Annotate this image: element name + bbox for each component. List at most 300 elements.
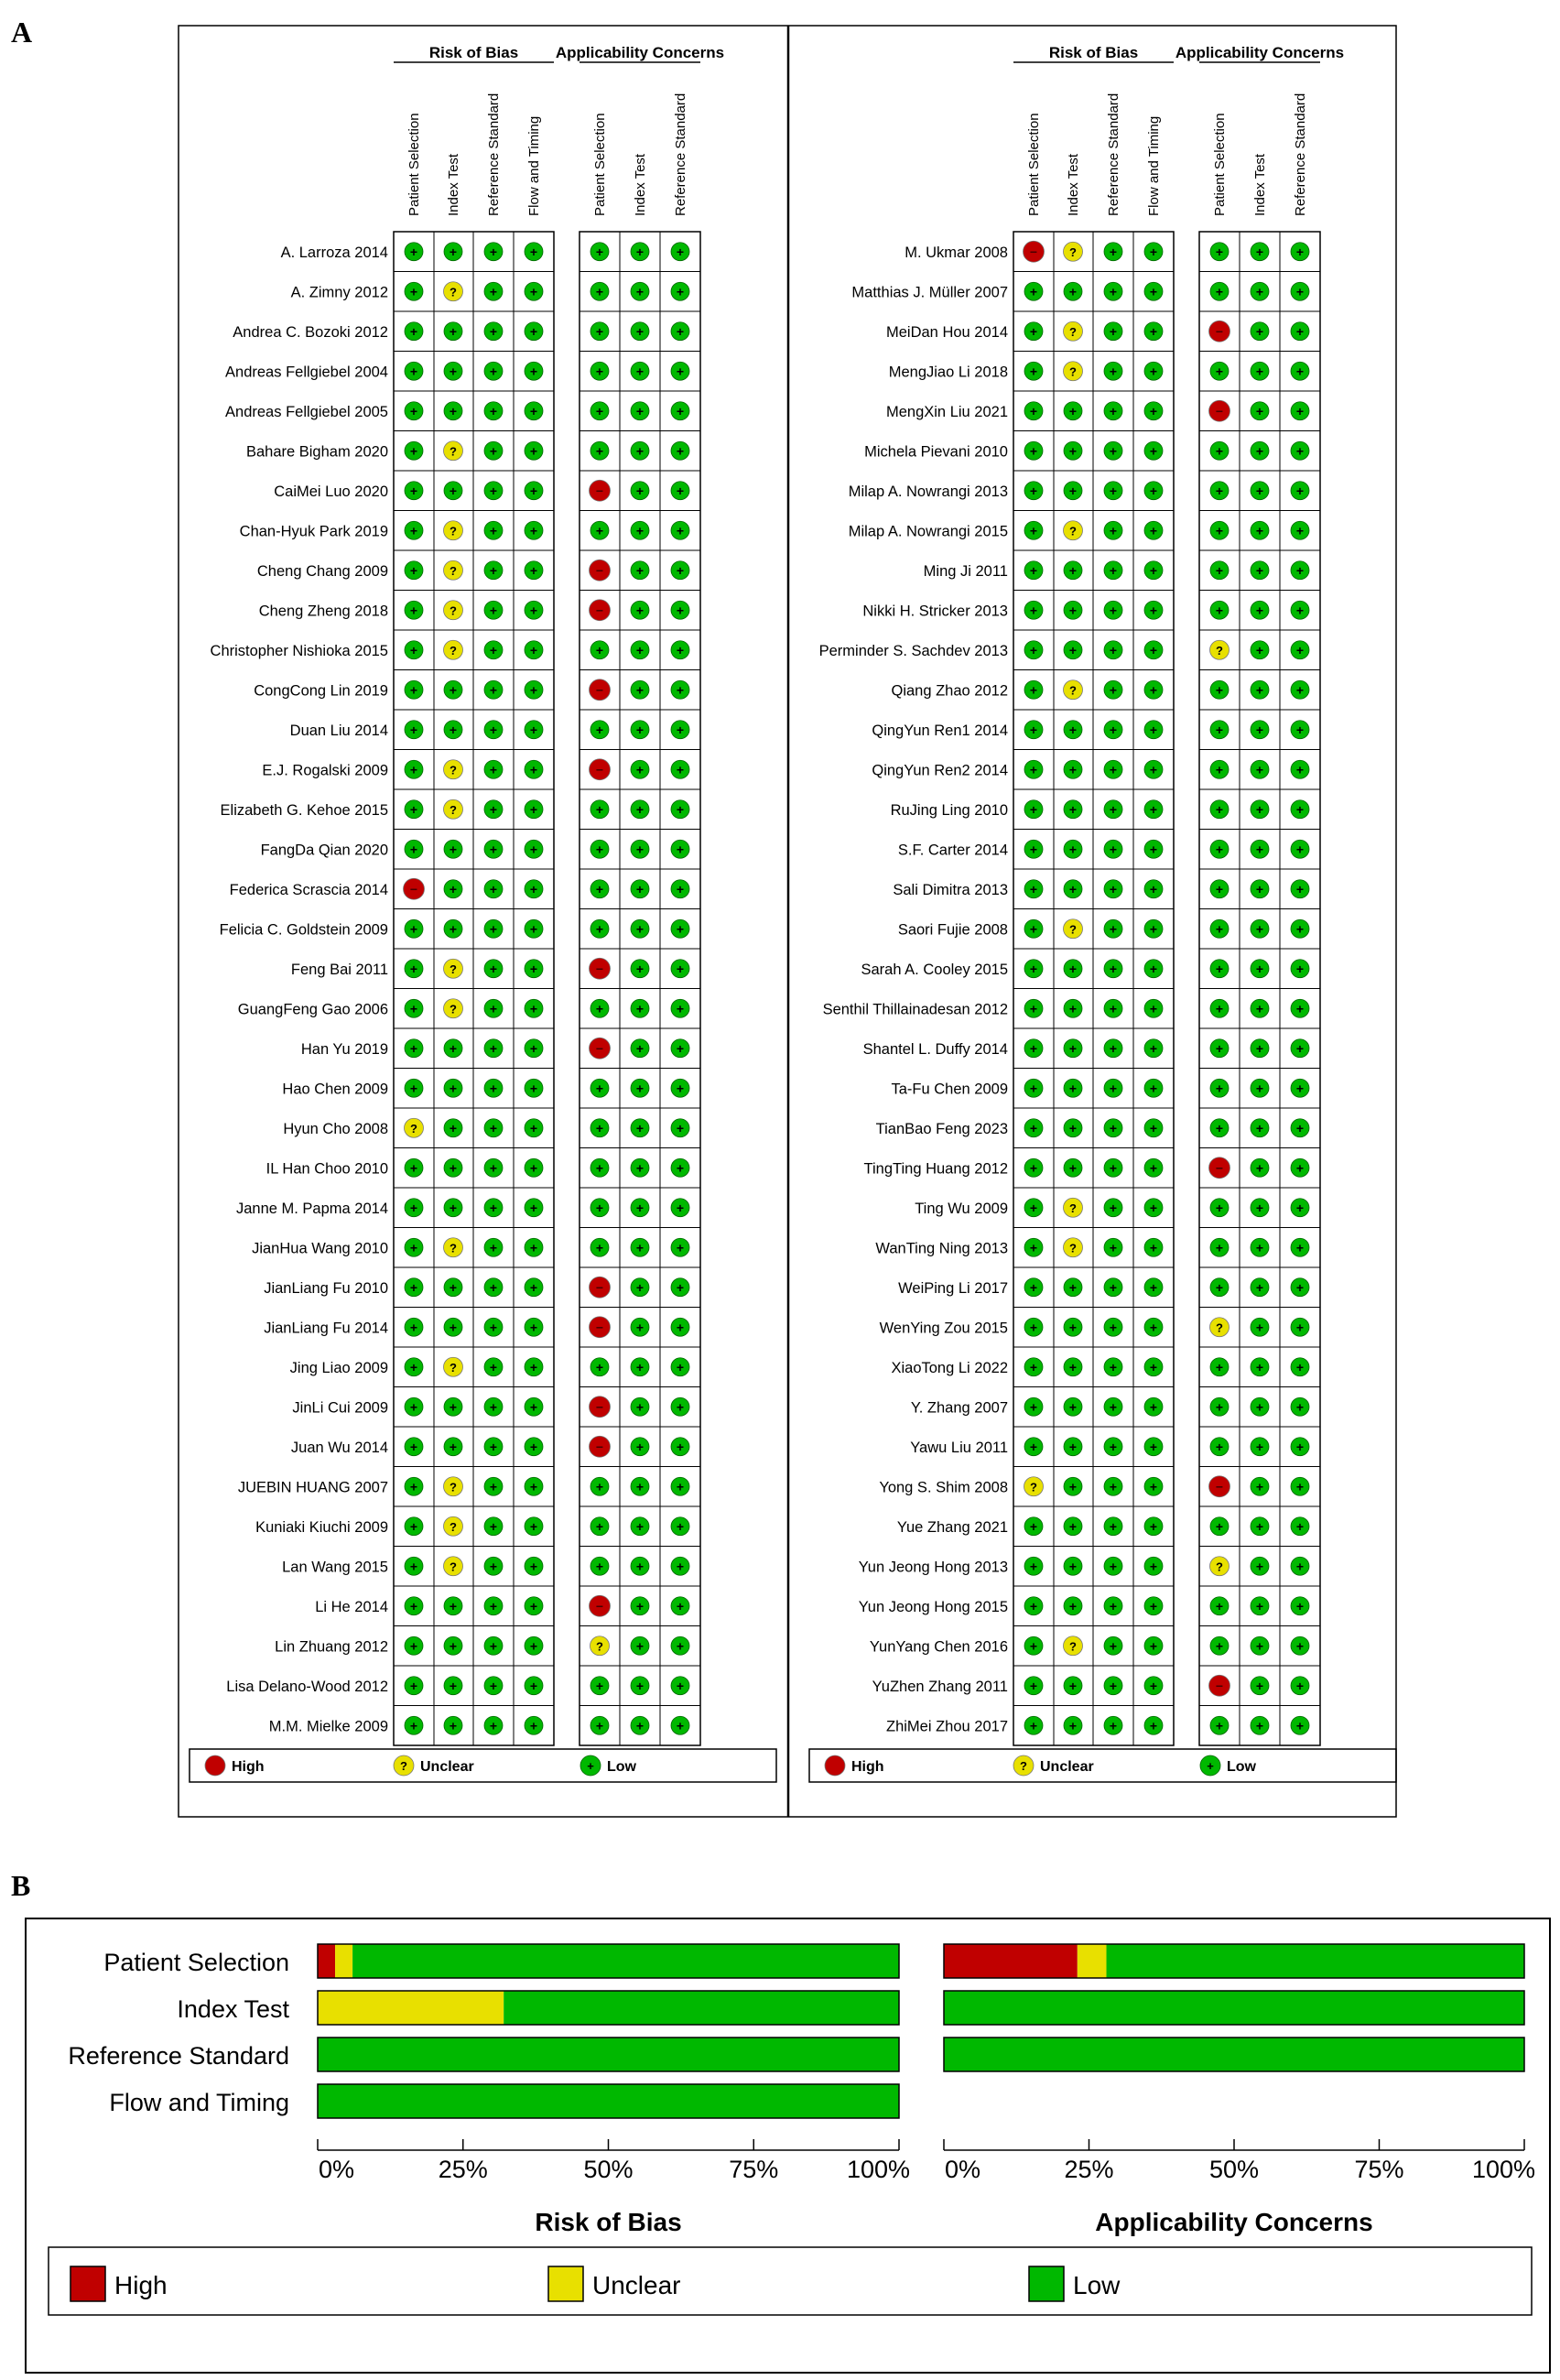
judgement-symbol: + — [1255, 1160, 1264, 1176]
group-header-risk-of-bias: Risk of Bias — [1048, 44, 1139, 61]
judgement-symbol: + — [1215, 1598, 1224, 1614]
judgement-symbol: + — [1029, 1359, 1038, 1375]
judgement-symbol: + — [1029, 483, 1038, 498]
judgement-symbol: ? — [1216, 643, 1223, 657]
judgement-symbol: + — [529, 1001, 538, 1016]
judgement-symbol: + — [529, 483, 538, 498]
judgement-symbol: + — [1029, 1001, 1038, 1016]
judgement-symbol: + — [676, 722, 685, 737]
judgement-symbol: + — [635, 1040, 645, 1056]
judgement-symbol: ? — [410, 1121, 417, 1136]
judgement-symbol: + — [1215, 1040, 1224, 1056]
judgement-symbol: + — [1255, 1559, 1264, 1574]
judgement-symbol: + — [676, 523, 685, 538]
judgement-symbol: + — [1109, 1040, 1118, 1056]
legend-high-marker — [205, 1755, 225, 1776]
judgement-symbol: + — [529, 1559, 538, 1574]
judgement-symbol: + — [635, 1598, 645, 1614]
study-label: Michela Pievani 2010 — [864, 443, 1008, 461]
judgement-symbol: + — [676, 403, 685, 418]
judgement-symbol: + — [1255, 1279, 1264, 1295]
study-label: Senthil Thillainadesan 2012 — [822, 1001, 1008, 1018]
judgement-symbol: + — [676, 562, 685, 578]
judgement-symbol: + — [1068, 642, 1078, 657]
judgement-symbol: + — [1215, 523, 1224, 538]
judgement-symbol: + — [1255, 1320, 1264, 1335]
judgement-symbol: + — [1109, 1320, 1118, 1335]
judgement-symbol: + — [635, 1439, 645, 1454]
study-label: Li He 2014 — [315, 1598, 388, 1615]
judgement-symbol: + — [489, 244, 498, 259]
judgement-symbol: + — [1295, 1200, 1305, 1215]
judgement-symbol: + — [1068, 1081, 1078, 1096]
study-label: Hyun Cho 2008 — [283, 1120, 388, 1137]
judgement-symbol: + — [529, 1359, 538, 1375]
judgement-symbol: + — [1295, 1279, 1305, 1295]
judgement-symbol: + — [1295, 323, 1305, 339]
judgement-symbol: + — [635, 1240, 645, 1255]
study-label: JUEBIN HUANG 2007 — [237, 1479, 388, 1496]
judgement-symbol: + — [409, 323, 418, 339]
panel-b-summary-plot — [26, 1918, 1550, 2373]
judgement-symbol: + — [1295, 284, 1305, 299]
judgement-symbol: + — [1149, 921, 1158, 937]
judgement-symbol: + — [1149, 1200, 1158, 1215]
judgement-symbol: + — [595, 244, 604, 259]
study-label: A. Zimny 2012 — [290, 284, 388, 301]
judgement-symbol: + — [529, 921, 538, 937]
judgement-symbol: + — [449, 921, 458, 937]
study-label: Ta-Fu Chen 2009 — [891, 1081, 1008, 1098]
judgement-symbol: + — [409, 921, 418, 937]
judgement-symbol: + — [1029, 881, 1038, 897]
judgement-symbol: + — [1149, 1359, 1158, 1375]
judgement-symbol: + — [1029, 523, 1038, 538]
judgement-symbol: − — [595, 1040, 604, 1056]
judgement-symbol: + — [1215, 1279, 1224, 1295]
bar-segment-low — [352, 1944, 899, 1978]
study-label: XiaoTong Li 2022 — [891, 1359, 1008, 1376]
judgement-symbol: + — [1255, 1638, 1264, 1654]
judgement-symbol: + — [676, 1120, 685, 1136]
judgement-symbol: + — [676, 1518, 685, 1534]
judgement-symbol: + — [676, 244, 685, 259]
judgement-symbol: + — [409, 1160, 418, 1176]
study-label: TingTing Huang 2012 — [863, 1160, 1008, 1178]
judgement-symbol: + — [1255, 1399, 1264, 1415]
judgement-symbol: + — [635, 244, 645, 259]
study-label: Sarah A. Cooley 2015 — [861, 961, 1008, 978]
judgement-symbol: ? — [1069, 683, 1077, 698]
judgement-symbol: + — [489, 801, 498, 817]
judgement-symbol: + — [635, 1559, 645, 1574]
judgement-symbol: + — [595, 284, 604, 299]
judgement-symbol: − — [595, 961, 604, 976]
judgement-symbol: + — [676, 961, 685, 976]
judgement-symbol: + — [489, 722, 498, 737]
judgement-symbol: + — [449, 842, 458, 857]
judgement-symbol: + — [529, 1439, 538, 1454]
judgement-symbol: + — [635, 762, 645, 777]
judgement-symbol: − — [595, 1399, 604, 1415]
judgement-symbol: + — [635, 523, 645, 538]
judgement-symbol: + — [489, 364, 498, 379]
judgement-symbol: + — [1149, 682, 1158, 698]
judgement-symbol: + — [1029, 1081, 1038, 1096]
judgement-symbol: + — [1149, 842, 1158, 857]
judgement-symbol: + — [1149, 1081, 1158, 1096]
judgement-symbol: + — [409, 1279, 418, 1295]
judgement-symbol: − — [595, 562, 604, 578]
legend-symbol: ? — [400, 1759, 407, 1773]
judgement-symbol: + — [489, 323, 498, 339]
judgement-symbol: ? — [1069, 1639, 1077, 1654]
judgement-symbol: + — [635, 1001, 645, 1016]
study-label: Lisa Delano-Wood 2012 — [226, 1678, 388, 1695]
judgement-symbol: ? — [1069, 922, 1077, 937]
judgement-symbol: + — [489, 523, 498, 538]
judgement-symbol: + — [1255, 1001, 1264, 1016]
judgement-symbol: + — [409, 801, 418, 817]
study-label: Chan-Hyuk Park 2019 — [239, 523, 388, 540]
judgement-symbol: + — [676, 1598, 685, 1614]
judgement-symbol: + — [1149, 1638, 1158, 1654]
judgement-symbol: + — [449, 244, 458, 259]
judgement-symbol: + — [635, 722, 645, 737]
judgement-symbol: + — [1068, 1479, 1078, 1494]
summary-chart — [68, 1944, 910, 2236]
judgement-symbol: + — [1255, 523, 1264, 538]
judgement-symbol: + — [529, 403, 538, 418]
judgement-symbol: + — [489, 1160, 498, 1176]
traffic-light-half — [190, 44, 776, 1782]
judgement-symbol: + — [1215, 284, 1224, 299]
judgement-symbol: + — [595, 1518, 604, 1534]
judgement-symbol: + — [449, 1081, 458, 1096]
study-label: Kuniaki Kiuchi 2009 — [255, 1518, 388, 1536]
judgement-symbol: + — [635, 483, 645, 498]
judgement-symbol: + — [676, 1399, 685, 1415]
column-header: Index Test — [1066, 153, 1081, 216]
judgement-symbol: + — [1149, 1279, 1158, 1295]
judgement-symbol: + — [1295, 403, 1305, 418]
study-label: Yong S. Shim 2008 — [879, 1479, 1008, 1496]
judgement-symbol: + — [449, 881, 458, 897]
bar-segment-unclear — [1078, 1944, 1107, 1978]
judgement-symbol: + — [1215, 1518, 1224, 1534]
judgement-symbol: + — [676, 323, 685, 339]
judgement-symbol: + — [409, 1081, 418, 1096]
judgement-symbol: + — [1109, 1638, 1118, 1654]
judgement-symbol: + — [409, 961, 418, 976]
bar-segment-high — [944, 1944, 1078, 1978]
judgement-symbol: − — [1215, 403, 1224, 418]
x-tick-label: 0% — [945, 2156, 981, 2183]
judgement-symbol: + — [595, 1240, 604, 1255]
judgement-symbol: + — [1029, 323, 1038, 339]
judgement-symbol: + — [489, 562, 498, 578]
judgement-symbol: + — [1255, 1200, 1264, 1215]
judgement-symbol: + — [676, 443, 685, 459]
column-header: Index Test — [633, 153, 648, 216]
study-label: WanTing Ning 2013 — [875, 1240, 1008, 1257]
judgement-symbol: + — [1029, 1718, 1038, 1733]
study-label: Lin Zhuang 2012 — [275, 1638, 388, 1656]
judgement-symbol: + — [635, 1638, 645, 1654]
judgement-symbol: + — [409, 1240, 418, 1255]
judgement-symbol: + — [489, 403, 498, 418]
judgement-symbol: + — [1068, 483, 1078, 498]
judgement-symbol: + — [1295, 1320, 1305, 1335]
column-header: Patient Selection — [406, 113, 422, 216]
column-header: Reference Standard — [486, 92, 502, 216]
judgement-symbol: + — [1029, 1598, 1038, 1614]
study-label: JinLi Cui 2009 — [292, 1399, 388, 1417]
judgement-symbol: + — [529, 1040, 538, 1056]
judgement-symbol: + — [529, 1678, 538, 1693]
summary-title: Risk of Bias — [535, 2208, 682, 2236]
judgement-symbol: ? — [1069, 524, 1077, 538]
judgement-symbol: ? — [1069, 245, 1077, 259]
study-label: Christopher Nishioka 2015 — [210, 642, 388, 659]
study-label: M.M. Mielke 2009 — [268, 1718, 388, 1735]
judgement-symbol: + — [449, 1279, 458, 1295]
judgement-symbol: + — [1068, 403, 1078, 418]
judgement-symbol: + — [1255, 842, 1264, 857]
judgement-symbol: ? — [1069, 1201, 1077, 1215]
judgement-symbol: + — [1068, 801, 1078, 817]
judgement-symbol: + — [1255, 1518, 1264, 1534]
judgement-symbol: + — [1109, 244, 1118, 259]
study-label: QingYun Ren1 2014 — [872, 722, 1008, 739]
judgement-symbol: + — [1109, 642, 1118, 657]
judgement-symbol: + — [409, 1359, 418, 1375]
judgement-symbol: + — [529, 244, 538, 259]
judgement-symbol: + — [1255, 722, 1264, 737]
study-label: Saori Fujie 2008 — [897, 921, 1008, 939]
study-label: Andrea C. Bozoki 2012 — [233, 323, 388, 341]
judgement-symbol: + — [489, 443, 498, 459]
judgement-symbol: + — [1295, 961, 1305, 976]
judgement-symbol: + — [1068, 1678, 1078, 1693]
bar-segment-low — [318, 2084, 899, 2118]
judgement-symbol: + — [1029, 682, 1038, 698]
judgement-symbol: + — [1029, 921, 1038, 937]
judgement-symbol: + — [595, 1678, 604, 1693]
judgement-symbol: + — [676, 483, 685, 498]
judgement-symbol: + — [1215, 682, 1224, 698]
judgement-symbol: + — [1109, 443, 1118, 459]
judgement-symbol: + — [1029, 842, 1038, 857]
judgement-symbol: + — [489, 1001, 498, 1016]
column-header: Reference Standard — [673, 92, 688, 216]
judgement-symbol: + — [595, 1479, 604, 1494]
judgement-symbol: + — [1149, 483, 1158, 498]
judgement-symbol: + — [529, 1279, 538, 1295]
judgement-symbol: + — [676, 842, 685, 857]
judgement-symbol: − — [595, 1598, 604, 1614]
judgement-symbol: + — [529, 364, 538, 379]
panel-b-label: B — [11, 1869, 31, 1902]
judgement-symbol: + — [489, 961, 498, 976]
judgement-symbol: + — [1149, 1160, 1158, 1176]
judgement-symbol: + — [489, 921, 498, 937]
judgement-symbol: + — [676, 1439, 685, 1454]
judgement-symbol: + — [1149, 284, 1158, 299]
judgement-symbol: + — [1255, 1240, 1264, 1255]
judgement-symbol: + — [409, 1439, 418, 1454]
judgement-symbol: + — [529, 1638, 538, 1654]
judgement-symbol: + — [529, 1320, 538, 1335]
judgement-symbol: + — [1295, 1638, 1305, 1654]
judgement-symbol: + — [409, 1638, 418, 1654]
judgement-symbol: ? — [1216, 1559, 1223, 1574]
judgement-symbol: + — [529, 801, 538, 817]
judgement-symbol: + — [676, 1320, 685, 1335]
judgement-symbol: + — [595, 1200, 604, 1215]
judgement-symbol: + — [1068, 284, 1078, 299]
judgement-symbol: + — [409, 1598, 418, 1614]
study-label: QingYun Ren2 2014 — [872, 762, 1008, 779]
study-label: TianBao Feng 2023 — [875, 1120, 1008, 1137]
judgement-symbol: ? — [450, 524, 457, 538]
judgement-symbol: + — [1068, 1439, 1078, 1454]
judgement-symbol: + — [1109, 1160, 1118, 1176]
judgement-symbol: + — [449, 403, 458, 418]
column-header: Reference Standard — [1106, 92, 1121, 216]
judgement-symbol: + — [1029, 1638, 1038, 1654]
judgement-symbol: + — [1029, 1120, 1038, 1136]
study-label: E.J. Rogalski 2009 — [262, 762, 388, 779]
judgement-symbol: + — [1149, 1001, 1158, 1016]
column-header: Index Test — [1252, 153, 1268, 216]
judgement-symbol: + — [1149, 762, 1158, 777]
panel-b-frame — [26, 1918, 1550, 2373]
judgement-symbol: + — [1029, 1399, 1038, 1415]
study-label: JianLiang Fu 2014 — [264, 1320, 388, 1337]
judgement-symbol: + — [1149, 1718, 1158, 1733]
summary-legend — [49, 2247, 1532, 2315]
bar-segment-unclear — [318, 1991, 504, 2025]
judgement-symbol: + — [1109, 1518, 1118, 1534]
judgement-symbol: + — [676, 682, 685, 698]
judgement-symbol: + — [1149, 722, 1158, 737]
study-label: Andreas Fellgiebel 2005 — [225, 403, 388, 420]
column-header: Patient Selection — [1212, 113, 1228, 216]
judgement-symbol: + — [1109, 364, 1118, 379]
legend-high-marker — [825, 1755, 845, 1776]
judgement-symbol: + — [1295, 244, 1305, 259]
judgement-symbol: + — [635, 1479, 645, 1494]
judgement-symbol: + — [1149, 1439, 1158, 1454]
study-label: GuangFeng Gao 2006 — [237, 1001, 388, 1018]
study-label: Juan Wu 2014 — [290, 1439, 388, 1456]
x-tick-label: 0% — [319, 2156, 355, 2183]
judgement-symbol: + — [635, 961, 645, 976]
judgement-symbol: + — [676, 1240, 685, 1255]
judgement-symbol: + — [635, 1718, 645, 1733]
judgement-symbol: + — [1149, 323, 1158, 339]
study-label: JianLiang Fu 2010 — [264, 1279, 388, 1297]
judgement-symbol: + — [409, 642, 418, 657]
study-label: Duan Liu 2014 — [289, 722, 388, 739]
judgement-symbol: + — [1068, 1559, 1078, 1574]
judgement-symbol: + — [529, 1240, 538, 1255]
judgement-symbol: + — [635, 1359, 645, 1375]
judgement-symbol: + — [409, 842, 418, 857]
judgement-symbol: + — [409, 284, 418, 299]
judgement-symbol: + — [1109, 284, 1118, 299]
study-label: Cheng Zheng 2018 — [258, 603, 388, 620]
x-tick-label: 100% — [1471, 2156, 1535, 2183]
judgement-symbol: + — [489, 642, 498, 657]
judgement-symbol: + — [595, 523, 604, 538]
judgement-symbol: + — [1295, 443, 1305, 459]
judgement-symbol: + — [676, 1040, 685, 1056]
judgement-symbol: + — [595, 1081, 604, 1096]
judgement-symbol: + — [635, 1678, 645, 1693]
column-header: Reference Standard — [1293, 92, 1308, 216]
judgement-symbol: + — [1068, 881, 1078, 897]
judgement-symbol: + — [489, 1240, 498, 1255]
judgement-symbol: + — [1149, 364, 1158, 379]
study-label: Cheng Chang 2009 — [256, 562, 388, 580]
x-tick-label: 50% — [1208, 2156, 1260, 2183]
study-label: Milap A. Nowrangi 2013 — [848, 483, 1008, 500]
legend-low-label: Low — [607, 1759, 636, 1775]
judgement-symbol: + — [1068, 1718, 1078, 1733]
judgement-symbol: + — [1068, 1279, 1078, 1295]
judgement-symbol: + — [1255, 603, 1264, 618]
judgement-symbol: + — [1295, 1160, 1305, 1176]
study-label: MengXin Liu 2021 — [885, 403, 1008, 420]
judgement-symbol: + — [635, 1120, 645, 1136]
judgement-symbol: + — [635, 1200, 645, 1215]
judgement-symbol: + — [635, 284, 645, 299]
judgement-symbol: + — [1149, 1040, 1158, 1056]
judgement-symbol: + — [635, 364, 645, 379]
judgement-symbol: + — [449, 1040, 458, 1056]
study-label: Perminder S. Sachdev 2013 — [818, 642, 1008, 659]
judgement-symbol: + — [635, 1320, 645, 1335]
judgement-symbol: + — [409, 1200, 418, 1215]
judgement-symbol: + — [1295, 562, 1305, 578]
judgement-symbol: + — [1029, 801, 1038, 817]
judgement-symbol: + — [595, 642, 604, 657]
judgement-symbol: + — [676, 1559, 685, 1574]
judgement-symbol: + — [676, 1479, 685, 1494]
judgement-symbol: + — [676, 1678, 685, 1693]
judgement-symbol: + — [1109, 1359, 1118, 1375]
study-label: JianHua Wang 2010 — [252, 1240, 388, 1257]
judgement-symbol: + — [489, 1638, 498, 1654]
judgement-symbol: + — [1068, 1120, 1078, 1136]
judgement-symbol: + — [635, 562, 645, 578]
judgement-symbol: + — [1029, 364, 1038, 379]
judgement-symbol: + — [1068, 1359, 1078, 1375]
legend-box — [809, 1749, 1396, 1782]
judgement-symbol: + — [1215, 364, 1224, 379]
judgement-symbol: + — [1295, 842, 1305, 857]
judgement-symbol: + — [635, 603, 645, 618]
x-tick-label: 25% — [438, 2156, 488, 2183]
judgement-symbol: + — [1149, 801, 1158, 817]
judgement-symbol: + — [1068, 1001, 1078, 1016]
judgement-symbol: ? — [450, 285, 457, 299]
judgement-symbol: + — [1215, 1439, 1224, 1454]
study-label: Hao Chen 2009 — [282, 1081, 388, 1098]
legend-box — [190, 1749, 776, 1782]
